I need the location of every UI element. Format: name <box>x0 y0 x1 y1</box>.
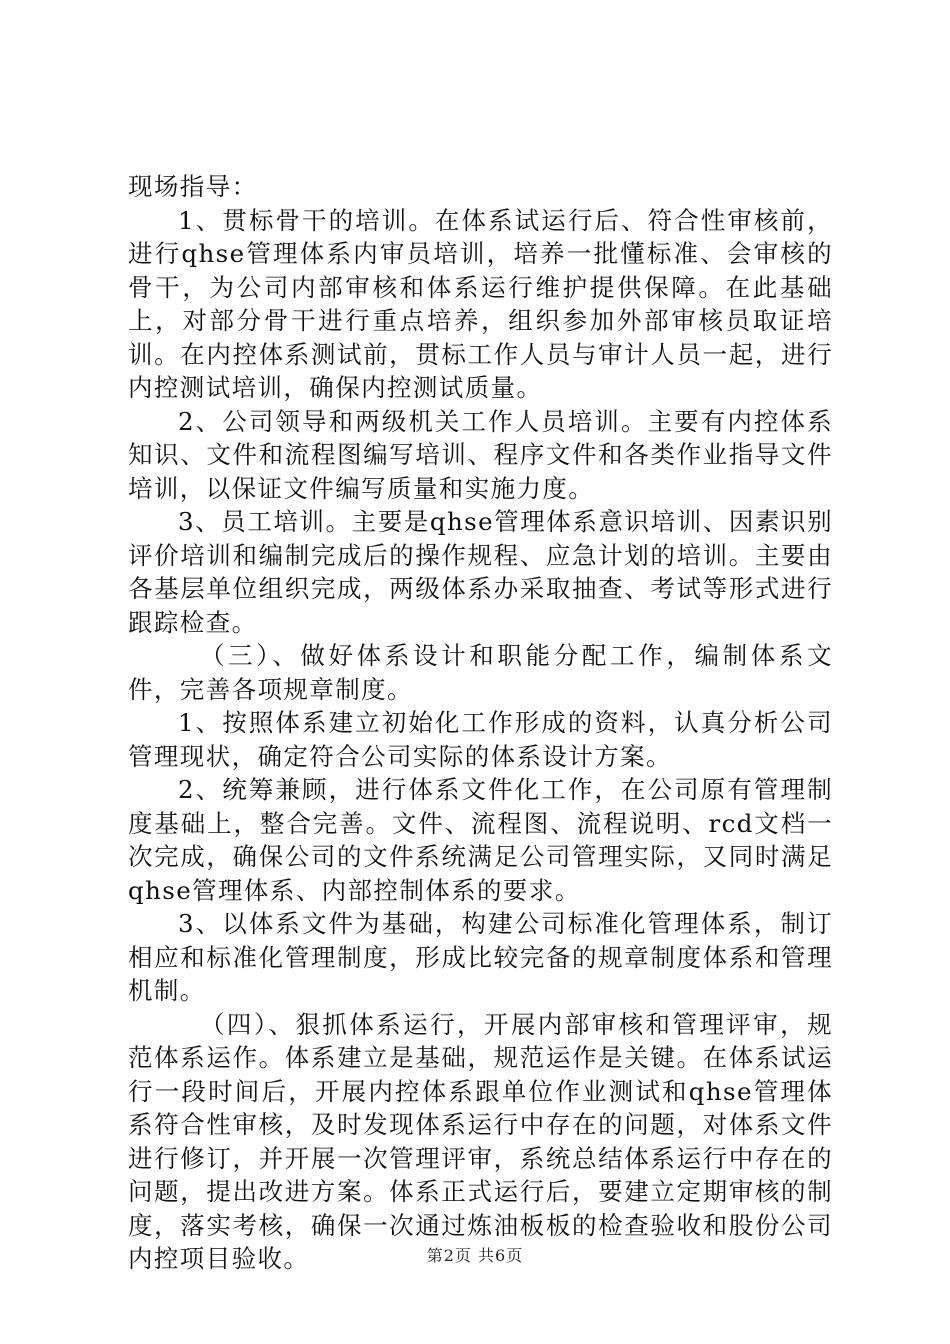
paragraph-system-design: 1、按照体系建立初始化工作形成的资料，认真分析公司管理现状，确定符合公司实际的体系设计方案。 <box>128 708 833 771</box>
page-number-footer: 第2页 共6页 <box>426 1246 524 1265</box>
section-heading-four: （四）、狠抓体系运行，开展内部审核和管理评审，规范体系运作。体系建立是基础，规范运作是关键。在体系试运行一段时间后，开展内控体系跟单位作业测试和qhse管理体系符合性审核，及时发现体系运行中存在的问题，对体系文件进行修订，并开展一次管理评审，系统总结体系运行中存在的问题，提出改进方案。体系正式运行后，要建立定期审核的制度，落实考核，确保一次通过炼油板板的检查验收和股份公司内控项目验收。 <box>128 1009 833 1273</box>
paragraph-documentation: 2、统筹兼顾，进行体系文件化工作，在公司原有管理制度基础上，整合完善。文件、流程图、流程说明、rcd文档一次完成，确保公司的文件系统满足公司管理实际，又同时满足qhse管理体系、内部控制体系的要求。 <box>128 775 833 905</box>
document-body <box>128 170 833 1276</box>
section-heading-three: （三）、做好体系设计和职能分配工作，编制体系文件，完善各项规章制度。 <box>128 641 833 704</box>
paragraph-heading-field-guidance: 现场指导： <box>128 172 258 201</box>
paragraph-backbone-training: 1、贯标骨干的培训。在体系试运行后、符合性审核前，进行qhse管理体系内审员培训，培养一批懂标准、会审核的骨干，为公司内部审核和体系运行维护提供保障。在此基础上，对部分骨干进行重点培养，组织参加外部审核员取证培训。在内控体系测试前，贯标工作人员与审计人员一起，进行内控测试培训，确保内控测试质量。 <box>128 205 833 402</box>
paragraph-employee-training: 3、员工培训。主要是qhse管理体系意识培训、因素识别评价培训和编制完成后的操作规程、应急计划的培训。主要由各基层单位组织完成，两级体系办采取抽查、考试等形式进行跟踪检查。 <box>128 507 833 637</box>
paragraph-standardization: 3、以体系文件为基础，构建公司标准化管理体系，制订相应和标准化管理制度，形成比较完备的规章制度体系和管理机制。 <box>128 909 833 1005</box>
paragraph-leadership-training: 2、公司领导和两级机关工作人员培训。主要有内控体系知识、文件和流程图编写培训、程序文件和各类作业指导文件培训，以保证文件编写质量和实施力度。 <box>128 406 833 503</box>
